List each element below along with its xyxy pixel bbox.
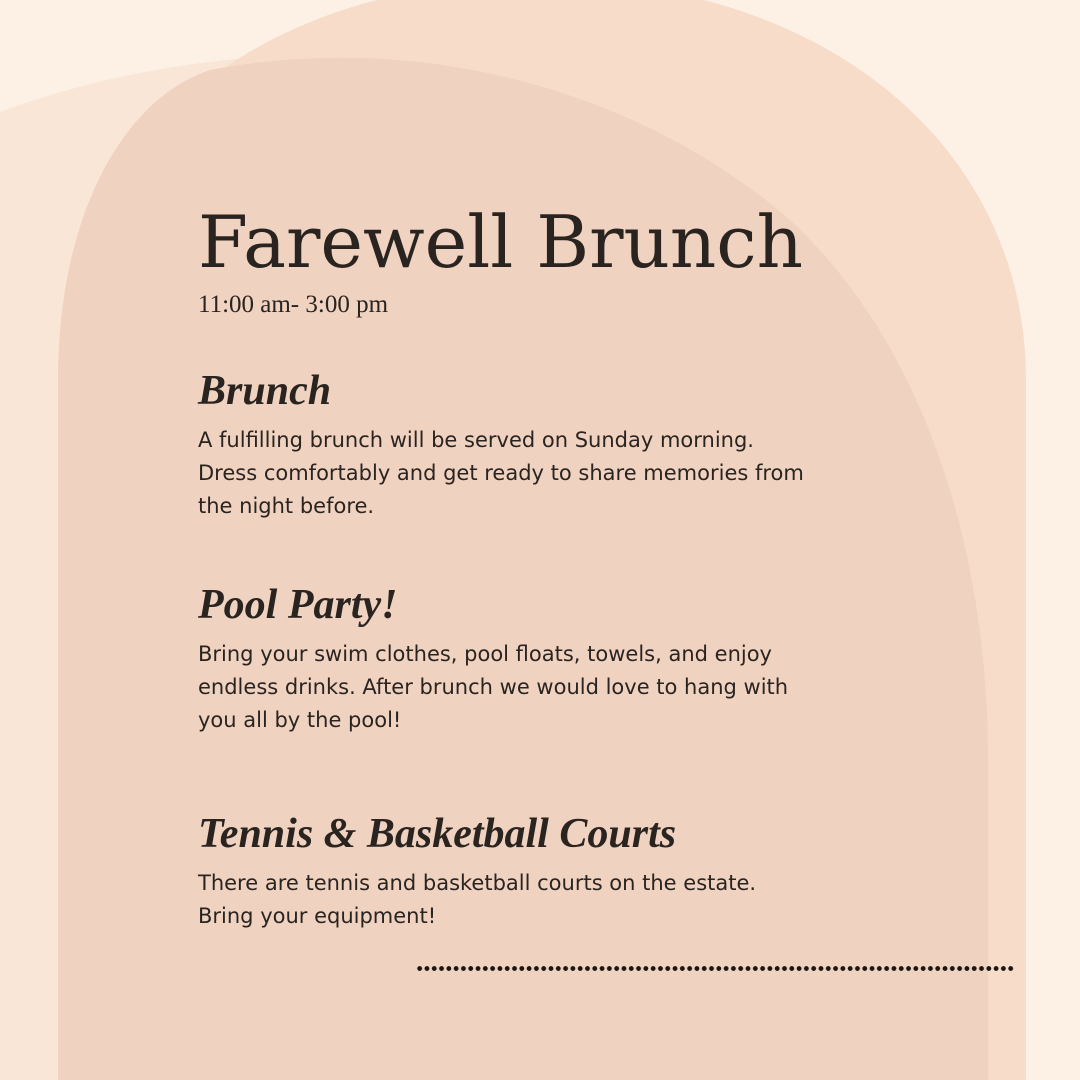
section-body: A fulfilling brunch will be served on Sunday morning. Dress comfortably and get ready to share memories from the night before. (198, 428, 804, 518)
section-heading: Tennis & Basketball Courts (198, 811, 677, 857)
section-pool-party (198, 580, 818, 737)
section-heading: Brunch (198, 368, 332, 414)
section-heading: Pool Party! (198, 582, 398, 628)
section-brunch (198, 366, 818, 523)
section-body: Bring your swim clothes, pool floats, towels, and enjoy endless drinks. After brunch we would love to hang with you all by the pool! (198, 642, 789, 732)
section-body: There are tennis and basketball courts on the estate. Bring your equipment! (198, 871, 757, 928)
event-card (198, 196, 838, 928)
section-courts (198, 809, 818, 933)
event-time: 11:00 am- 3:00 pm (198, 291, 389, 318)
dotted-divider (416, 966, 1014, 971)
event-title: Farewell Brunch (198, 200, 803, 284)
